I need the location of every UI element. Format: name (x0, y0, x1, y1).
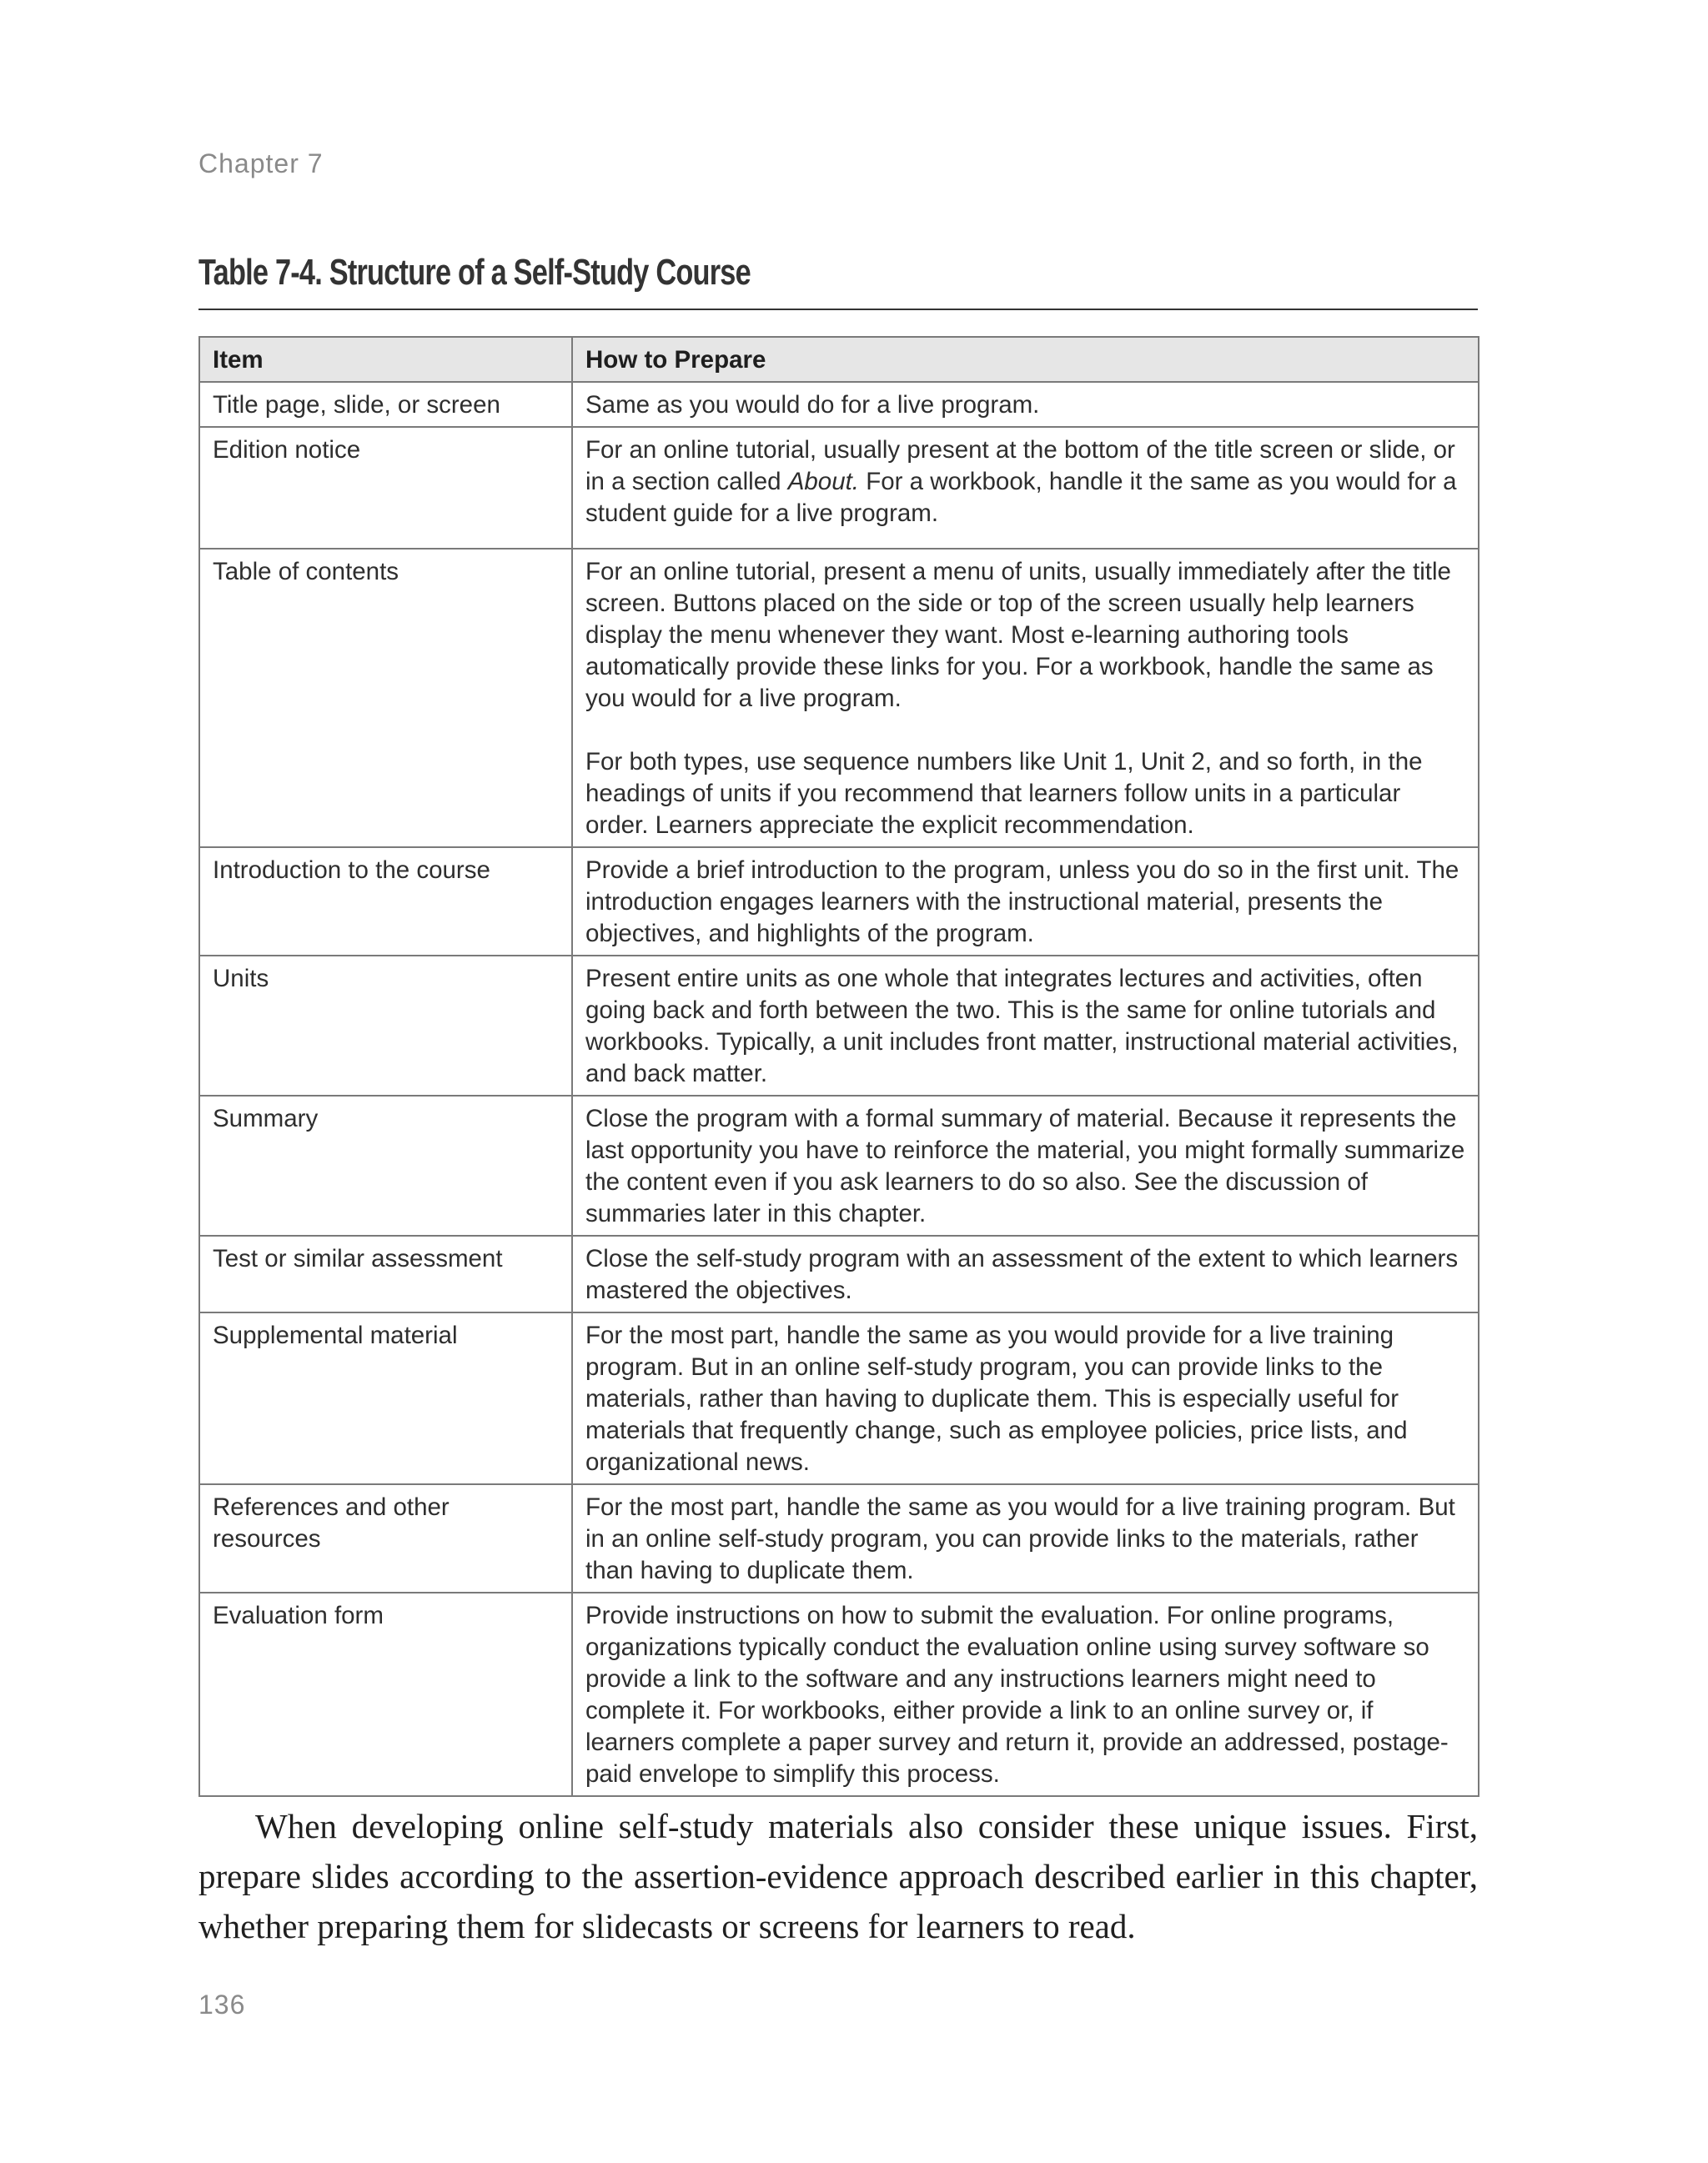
paragraph-spacer (585, 715, 1465, 746)
prep-cell (572, 427, 1479, 549)
column-header-item: Item (199, 337, 572, 382)
prep-cell (572, 847, 1479, 956)
table-row (199, 427, 1479, 549)
table-row (199, 847, 1479, 956)
table-row (199, 549, 1479, 847)
running-head: Chapter 7 (198, 148, 324, 178)
prep-paragraph: Close the program with a formal summary of material. Because it represents the last opportunity you have to reinforce the material, you might formally summarize the content even if you ask learners to do so also. See the discussion of summaries later in this chapter. (585, 1105, 1465, 1227)
prep-paragraph: Provide a brief introduction to the program, unless you do so in the first unit. The introduction engages learners with the instructional material, presents the objectives, and highlights of the program. (585, 856, 1459, 947)
prep-paragraph (585, 434, 1465, 529)
item-cell: Test or similar assessment (199, 1236, 572, 1312)
prep-paragraph: For the most part, handle the same as you would for a live training program. But in an online self-study program, you can provide links to the materials, rather than having to duplicate them. (585, 1493, 1455, 1584)
title-rule (198, 309, 1478, 310)
item-cell: References and other resources (199, 1484, 572, 1593)
item-cell: Table of contents (199, 549, 572, 847)
table-row (199, 1312, 1479, 1484)
prep-paragraph: Present entire units as one whole that integrates lectures and activities, often going back and forth between the two. This is the same for online tutorials and workbooks. Typically, a unit includes front matter, instructional material activities, and back matter. (585, 965, 1459, 1087)
prep-paragraph: Same as you would do for a live program. (585, 391, 1040, 419)
item-cell: Evaluation form (199, 1593, 572, 1796)
table-row (199, 1096, 1479, 1236)
prep-cell (572, 549, 1479, 847)
course-structure-table (198, 336, 1479, 1797)
item-cell: Summary (199, 1096, 572, 1236)
prep-paragraph: For an online tutorial, present a menu of units, usually immediately after the title screen. Buttons placed on the side or top of the screen usually help learners display the menu whenever they want. Most e-learning authoring tools automatically provide these links for you. For a workbook, handle the same as you would for a live program. (585, 558, 1451, 712)
prep-cell (572, 956, 1479, 1096)
table-row (199, 382, 1479, 427)
table-row (199, 1484, 1479, 1593)
prep-text: For an online tutorial, usually present at the bottom of the title screen or slide, or in a section called (585, 436, 1455, 495)
prep-cell (572, 1096, 1479, 1236)
item-cell: Introduction to the course (199, 847, 572, 956)
prep-paragraph: Close the self-study program with an assessment of the extent to which learners mastered the objectives. (585, 1245, 1459, 1304)
prep-paragraph: For both types, use sequence numbers like Unit 1, Unit 2, and so forth, in the headings of units if you recommend that learners follow units in a particular order. Learners appreciate the explicit recommendation. (585, 748, 1423, 839)
body-paragraph: When developing online self-study materials also consider these unique issues. First, prepare slides according to the assertion-evidence approach described earlier in this chapter, whether preparing them for slidecasts or screens for learners to read. (198, 1807, 1478, 1945)
item-cell: Units (199, 956, 572, 1096)
prep-emphasis: About. (787, 468, 859, 495)
prep-text: For a workbook, handle it the same as you would for a student guide for a live program. (585, 468, 1457, 527)
table-row (199, 956, 1479, 1096)
prep-cell (572, 382, 1479, 427)
prep-paragraph: Provide instructions on how to submit the evaluation. For online programs, organizations typically conduct the evaluation online using survey software so provide a link to the software and any instructions learners might need to complete it. For workbooks, either provide a link to an online survey or, if learners complete a paper survey and return it, provide an addressed, postage-paid envelope to simplify this process. (585, 1602, 1449, 1788)
prep-cell (572, 1593, 1479, 1796)
column-header-how-to-prepare: How to Prepare (572, 337, 1479, 382)
item-cell: Supplemental material (199, 1312, 572, 1484)
table-row (199, 1236, 1479, 1312)
item-cell: Edition notice (199, 427, 572, 549)
prep-cell (572, 1484, 1479, 1593)
table-title: Table 7-4. Structure of a Self-Study Course (198, 252, 751, 293)
table-header-row (199, 337, 1479, 382)
prep-paragraph: For the most part, handle the same as you would provide for a live training program. But in an online self-study program, you can provide links to the materials, rather than having to duplicate them. This is especially useful for materials that frequently change, such as employee policies, price lists, and organizational news. (585, 1322, 1408, 1476)
page-number: 136 (198, 1990, 246, 2020)
prep-cell (572, 1312, 1479, 1484)
prep-cell (572, 1236, 1479, 1312)
item-cell: Title page, slide, or screen (199, 382, 572, 427)
table-row (199, 1593, 1479, 1796)
